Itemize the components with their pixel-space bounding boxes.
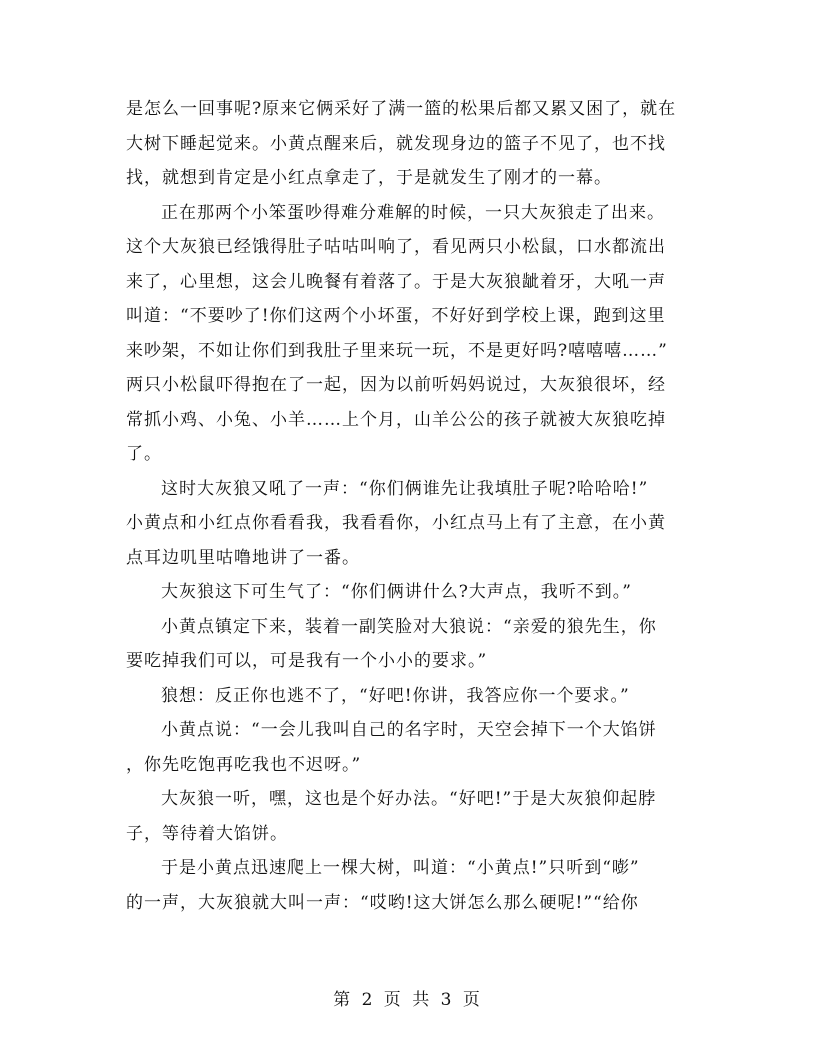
text-line: 常抓小鸡、小兔、小羊……上个月，山羊公公的孩子就被大灰狼吃掉 xyxy=(126,409,666,430)
text-line: ，你先吃饱再吃我也不迟呀。” xyxy=(126,754,362,775)
page-number-footer: 第 2 页 共 3 页 xyxy=(333,990,483,1010)
text-line: 这时大灰狼又吼了一声：“你们俩谁先让我填肚子呢?哈哈哈!” xyxy=(161,478,649,499)
text-line: 叫道：“不要吵了!你们这两个小坏蛋，不好好到学校上课，跑到这里 xyxy=(126,306,666,326)
text-line: 了。 xyxy=(126,444,162,464)
text-line: 的一声，大灰狼就大叫一声：“哎哟!这大饼怎么那么硬呢!”“给你 xyxy=(126,892,639,913)
text-line: 小黄点和小红点你看看我，我看看你，小红点马上有了主意，在小黄 xyxy=(126,513,666,533)
text-line: 来吵架，不如让你们到我肚子里来玩一玩，不是更好吗?嘻嘻嘻……” xyxy=(126,340,668,361)
text-line: 小黄点镇定下来，装着一副笑脸对大狼说：“亲爱的狼先生，你 xyxy=(161,616,657,637)
text-line: 点耳边叽里咕噜地讲了一番。 xyxy=(126,547,360,568)
text-line: 狼想：反正你也逃不了，“好吧!你讲，我答应你一个要求。” xyxy=(161,685,630,706)
text-line: 是怎么一回事呢?原来它俩采好了满一篮的松果后都又累又困了，就在 xyxy=(126,99,677,119)
text-line: 子，等待着大馅饼。 xyxy=(126,823,288,844)
text-line: 要吃掉我们可以，可是我有一个小小的要求。” xyxy=(126,651,488,671)
text-line: 小黄点说：“一会儿我叫自己的名字时，天空会掉下一个大馅饼 xyxy=(161,720,657,740)
text-line: 大灰狼这下可生气了：“你们俩讲什么?大声点，我听不到。” xyxy=(161,582,632,602)
text-line: 于是小黄点迅速爬上一棵大树，叫道：“小黄点!”只听到“嘭” xyxy=(161,858,640,878)
document-body xyxy=(126,92,696,920)
text-line: 大灰狼一听，嘿，这也是个好办法。“好吧!”于是大灰狼仰起脖 xyxy=(161,789,657,809)
text-line: 正在那两个小笨蛋吵得难分难解的时候，一只大灰狼走了出来。 xyxy=(161,202,665,223)
text-line: 这个大灰狼已经饿得肚子咕咕叫响了，看见两只小松鼠，口水都流出 xyxy=(126,237,666,257)
text-line: 来了，心里想，这会儿晚餐有着落了。于是大灰狼龇着牙，大吼一声 xyxy=(126,271,666,292)
text-line: 大树下睡起觉来。小黄点醒来后，就发现身边的篮子不见了，也不找 xyxy=(126,133,666,154)
text-line: 找，就想到肯定是小红点拿走了，于是就发生了刚才的一幕。 xyxy=(126,168,612,188)
text-line: 两只小松鼠吓得抱在了一起，因为以前听妈妈说过，大灰狼很坏，经 xyxy=(126,375,666,395)
